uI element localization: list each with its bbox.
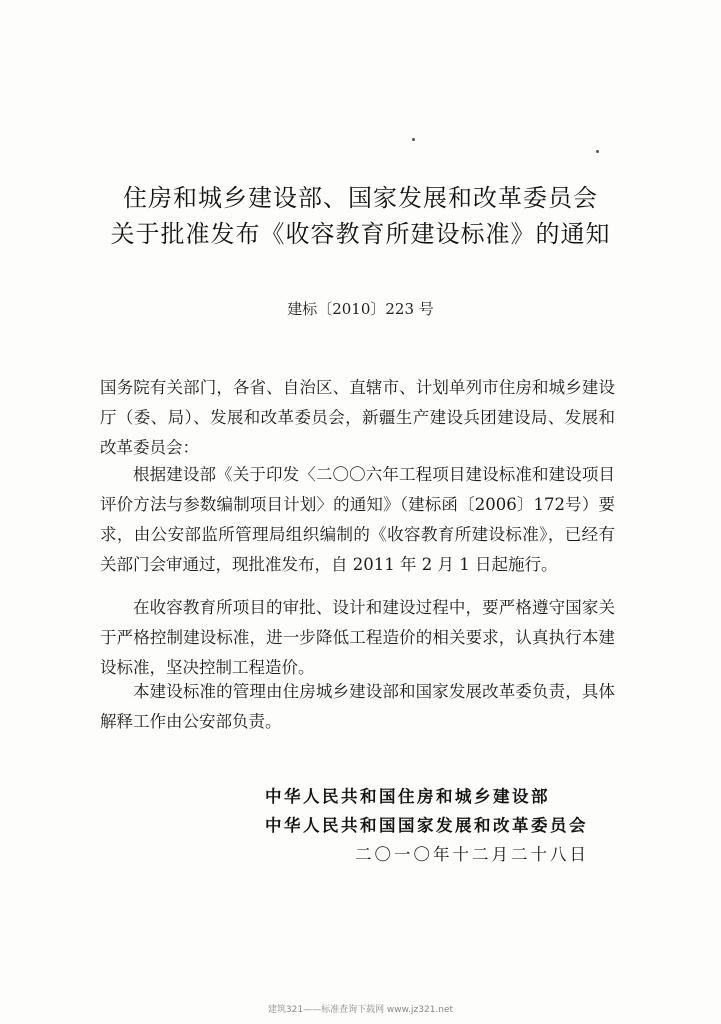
notice-title-line1: 住房和城乡建设部、国家发展和改革委员会: [123, 184, 598, 212]
scan-speck: [596, 150, 599, 153]
body-paragraph-3: 本建设标准的管理由住房城乡建设部和国家发展改革委负责，具体解释工作由公安部负责。: [100, 682, 615, 731]
signature-org-ndrc: 中华人民共和国国家发展和改革委员会: [265, 816, 588, 835]
signature-date: 二〇一〇年十二月二十八日: [355, 845, 589, 864]
addressee-paragraph: 国务院有关部门，各省、自治区、直辖市、计划单列市住房和城乡建设厅（委、局）、发展和改革委员会，新疆生产建设兵团建设局、发展和改革委员会：: [100, 378, 615, 457]
document-number: 建标〔2010〕223 号: [287, 300, 434, 318]
signature-org-mohurd: 中华人民共和国住房和城乡建设部: [265, 787, 550, 806]
body-paragraph-2: 在收容教育所项目的审批、设计和建设过程中，要严格遵守国家关于严格控制建设标准，进一步降低工程造价的相关要求，认真执行本建设标准，坚决控制工程造价。: [100, 598, 615, 677]
notice-title-line2: 关于批准发布《收容教育所建设标准》的通知: [110, 220, 611, 248]
scan-speck: [412, 138, 415, 141]
body-paragraph-1: 根据建设部《关于印发〈二〇〇六年工程项目建设标准和建设项目评价方法与参数编制项目计划〉的通知》（建标函〔2006〕172号）要求，由公安部监所管理局组织编制的《收容教育所建设标准》，已经有关部门会审通过，现批准发布，自 2011 年 2 月 1 日起施行。: [100, 465, 615, 574]
footer-watermark: 建筑321——标准查询下载网 www.jz321.net: [267, 1005, 454, 1015]
